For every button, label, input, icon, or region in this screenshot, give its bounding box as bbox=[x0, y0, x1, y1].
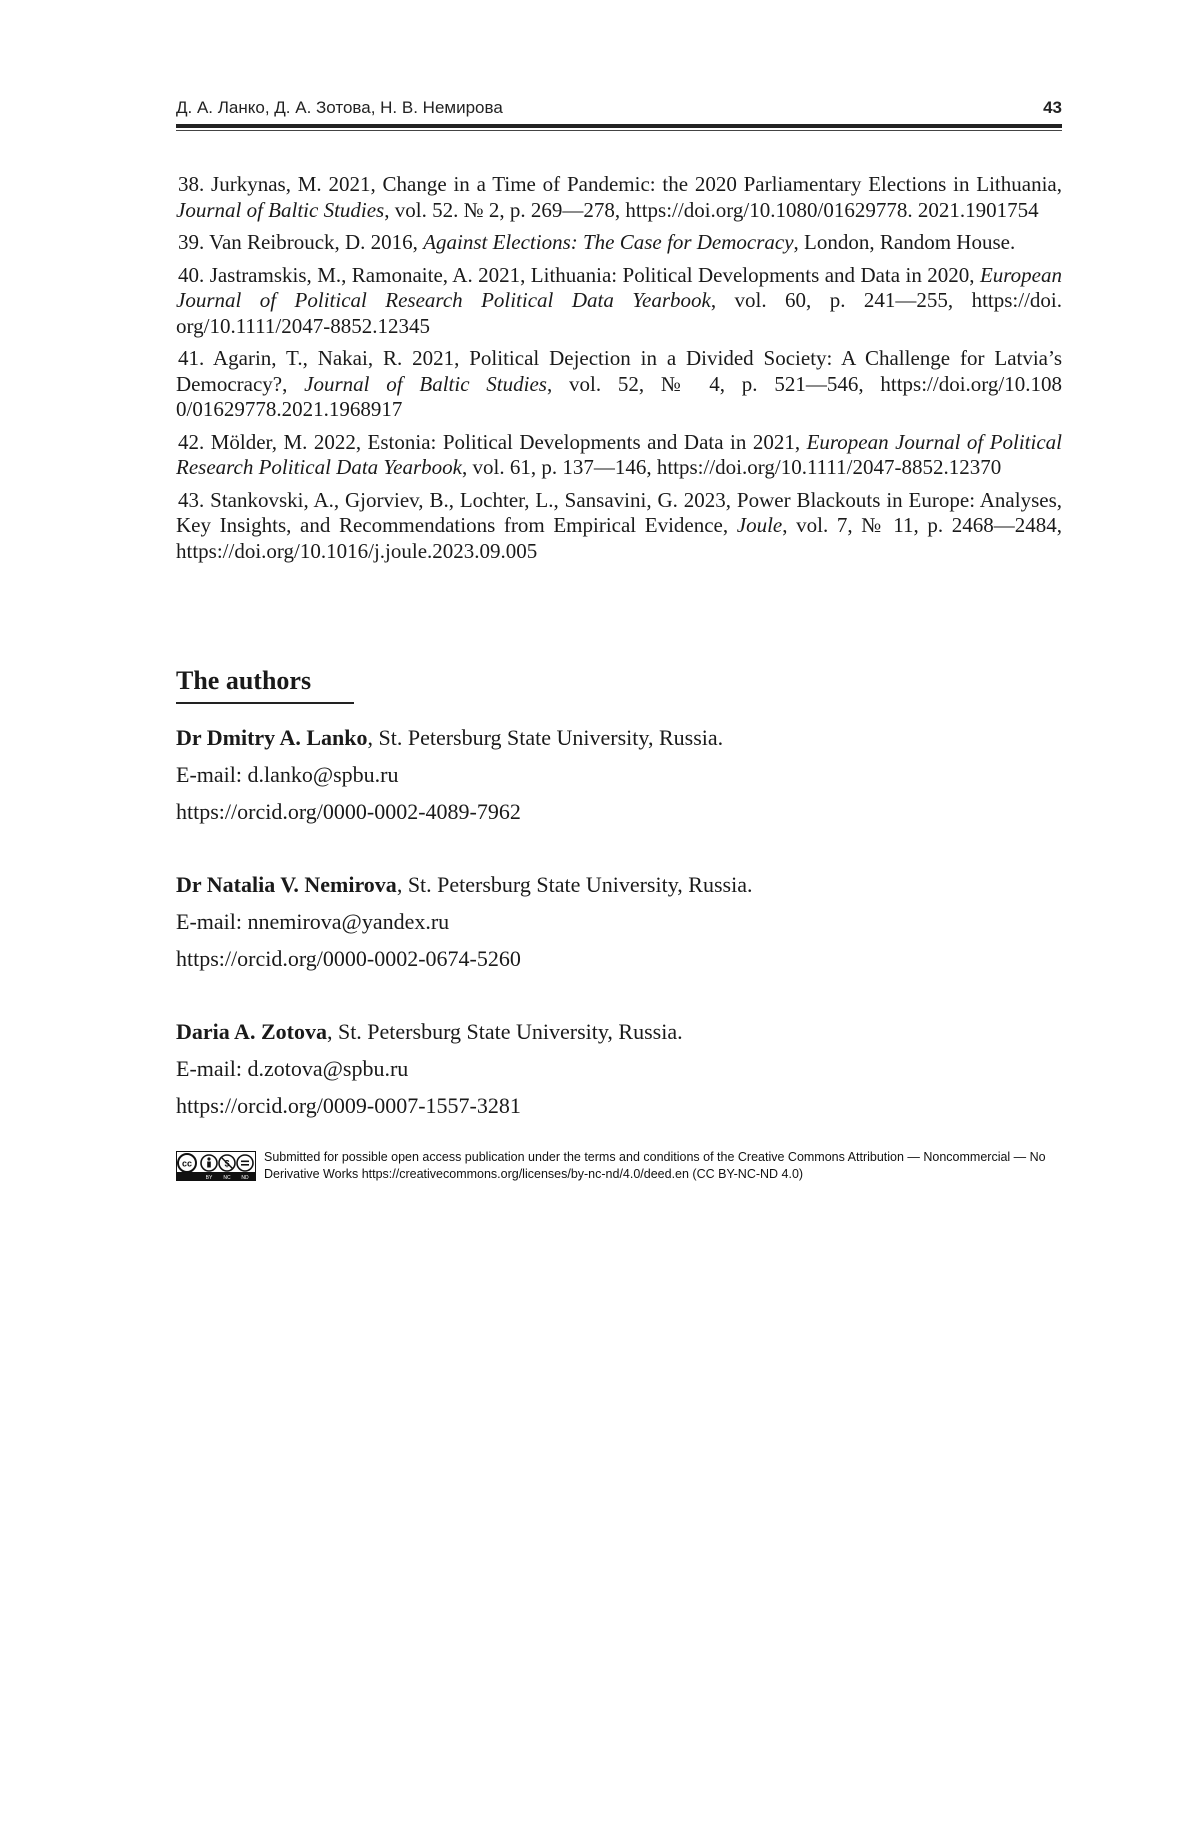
author-name-line bbox=[176, 1013, 1062, 1050]
reference-source: Joule bbox=[737, 513, 782, 537]
reference-details[interactable]: , vol. 7, № 11, p. 2468—2484, https://doi.org/10.1016/j.joule.2023.09.005 bbox=[176, 513, 1062, 563]
svg-text:NC: NC bbox=[223, 1175, 231, 1181]
page-number: 43 bbox=[1043, 98, 1062, 118]
author-email[interactable]: E-mail: d.zotova@spbu.ru bbox=[176, 1050, 1062, 1087]
reference-40 bbox=[176, 263, 1062, 340]
reference-source: European Journal of Political Research Political Data Yearbook bbox=[176, 263, 1062, 313]
cc-by-nc-nd-license-icon bbox=[176, 1151, 256, 1181]
reference-text: Van Reibrouck, D. 2016, bbox=[209, 230, 423, 254]
reference-list bbox=[176, 172, 1062, 571]
reference-source: Journal of Baltic Studies bbox=[304, 372, 547, 396]
reference-source: European Journal of Political Research Political Data Yearbook bbox=[176, 430, 1062, 480]
author-name: Dr Natalia V. Nemirova bbox=[176, 872, 397, 897]
author-block-nemirova bbox=[176, 866, 1062, 977]
svg-text:cc: cc bbox=[182, 1159, 192, 1169]
author-email[interactable]: E-mail: d.lanko@spbu.ru bbox=[176, 756, 1062, 793]
author-orcid-link[interactable]: https://orcid.org/0009-0007-1557-3281 bbox=[176, 1087, 1062, 1124]
author-orcid-link[interactable]: https://orcid.org/0000-0002-4089-7962 bbox=[176, 793, 1062, 830]
header-authors: Д. А. Ланко, Д. А. Зотова, Н. В. Немирова bbox=[176, 98, 503, 118]
author-affiliation: , St. Petersburg State University, Russia. bbox=[327, 1019, 683, 1044]
author-name-line bbox=[176, 719, 1062, 756]
reference-39 bbox=[176, 230, 1062, 256]
author-name: Daria A. Zotova bbox=[176, 1019, 327, 1044]
reference-number: 39. bbox=[176, 230, 204, 254]
authors-title-underline bbox=[176, 702, 354, 704]
reference-number: 41. bbox=[176, 346, 204, 370]
reference-41 bbox=[176, 346, 1062, 423]
author-block-lanko bbox=[176, 719, 1062, 830]
running-header bbox=[176, 98, 1062, 118]
reference-details[interactable]: , vol. 60, p. 241—255, https://doi. org/10.1111/2047-8852.12345 bbox=[176, 288, 1062, 338]
reference-text: Jastramskis, M., Ramonaite, A. 2021, Lithuania: Political Developments and Data in 2020, bbox=[210, 263, 980, 287]
reference-number: 38. bbox=[176, 172, 204, 196]
reference-details: , London, Random House. bbox=[794, 230, 1016, 254]
author-orcid-link[interactable]: https://orcid.org/0000-0002-0674-5260 bbox=[176, 940, 1062, 977]
author-name-line bbox=[176, 866, 1062, 903]
license-notice bbox=[176, 1149, 1062, 1183]
authors-section-title: The authors bbox=[176, 666, 311, 696]
reference-details[interactable]: , vol. 52. № 2, p. 269—278, https://doi.org/10.1080/01629778. 2021.1901754 bbox=[384, 198, 1038, 222]
reference-source: Against Elections: The Case for Democracy bbox=[423, 230, 793, 254]
reference-text: Agarin, T., Nakai, R. 2021, Political Dejection in a Divided Society: A Challenge for Latvia’s Democracy?, bbox=[176, 346, 1062, 396]
license-text[interactable]: Submitted for possible open access publication under the terms and conditions of the Creative Commons Attribution — Noncommercial — No Derivative Works https://creativecommons.org/licenses/by-nc-nd/4.0/deed.en (CC BY-NC-ND 4.0) bbox=[264, 1149, 1062, 1183]
reference-42 bbox=[176, 430, 1062, 481]
reference-43 bbox=[176, 488, 1062, 565]
author-affiliation: , St. Petersburg State University, Russia. bbox=[368, 725, 724, 750]
header-rule-thin bbox=[176, 130, 1062, 131]
author-block-zotova bbox=[176, 1013, 1062, 1124]
reference-text: Mölder, M. 2022, Estonia: Political Developments and Data in 2021, bbox=[211, 430, 807, 454]
reference-source: Journal of Baltic Studies bbox=[176, 198, 384, 222]
reference-number: 42. bbox=[176, 430, 204, 454]
author-email[interactable]: E-mail: nnemirova@yandex.ru bbox=[176, 903, 1062, 940]
reference-number: 40. bbox=[176, 263, 204, 287]
author-name: Dr Dmitry A. Lanko bbox=[176, 725, 368, 750]
reference-details[interactable]: , vol. 52, № 4, p. 521—546, https://doi.org/10.108 0/01629778.2021.1968917 bbox=[176, 372, 1062, 422]
author-affiliation: , St. Petersburg State University, Russia. bbox=[397, 872, 753, 897]
reference-38 bbox=[176, 172, 1062, 223]
reference-text: Stankovski, A., Gjorviev, B., Lochter, L., Sansavini, G. 2023, Power Blackouts in Europe: Analyses, Key Insights, and Recommendations from Empirical Evidence, bbox=[176, 488, 1062, 538]
reference-text: Jurkynas, M. 2021, Change in a Time of Pandemic: the 2020 Parliamentary Elections in Lithuania, bbox=[211, 172, 1062, 196]
reference-details[interactable]: , vol. 61, p. 137—146, https://doi.org/10.1111/2047-8852.12370 bbox=[462, 455, 1001, 479]
svg-text:BY: BY bbox=[206, 1175, 213, 1181]
svg-text:ND: ND bbox=[241, 1175, 249, 1181]
journal-page bbox=[0, 0, 1200, 1835]
header-rule-thick bbox=[176, 124, 1062, 128]
reference-number: 43. bbox=[176, 488, 204, 512]
